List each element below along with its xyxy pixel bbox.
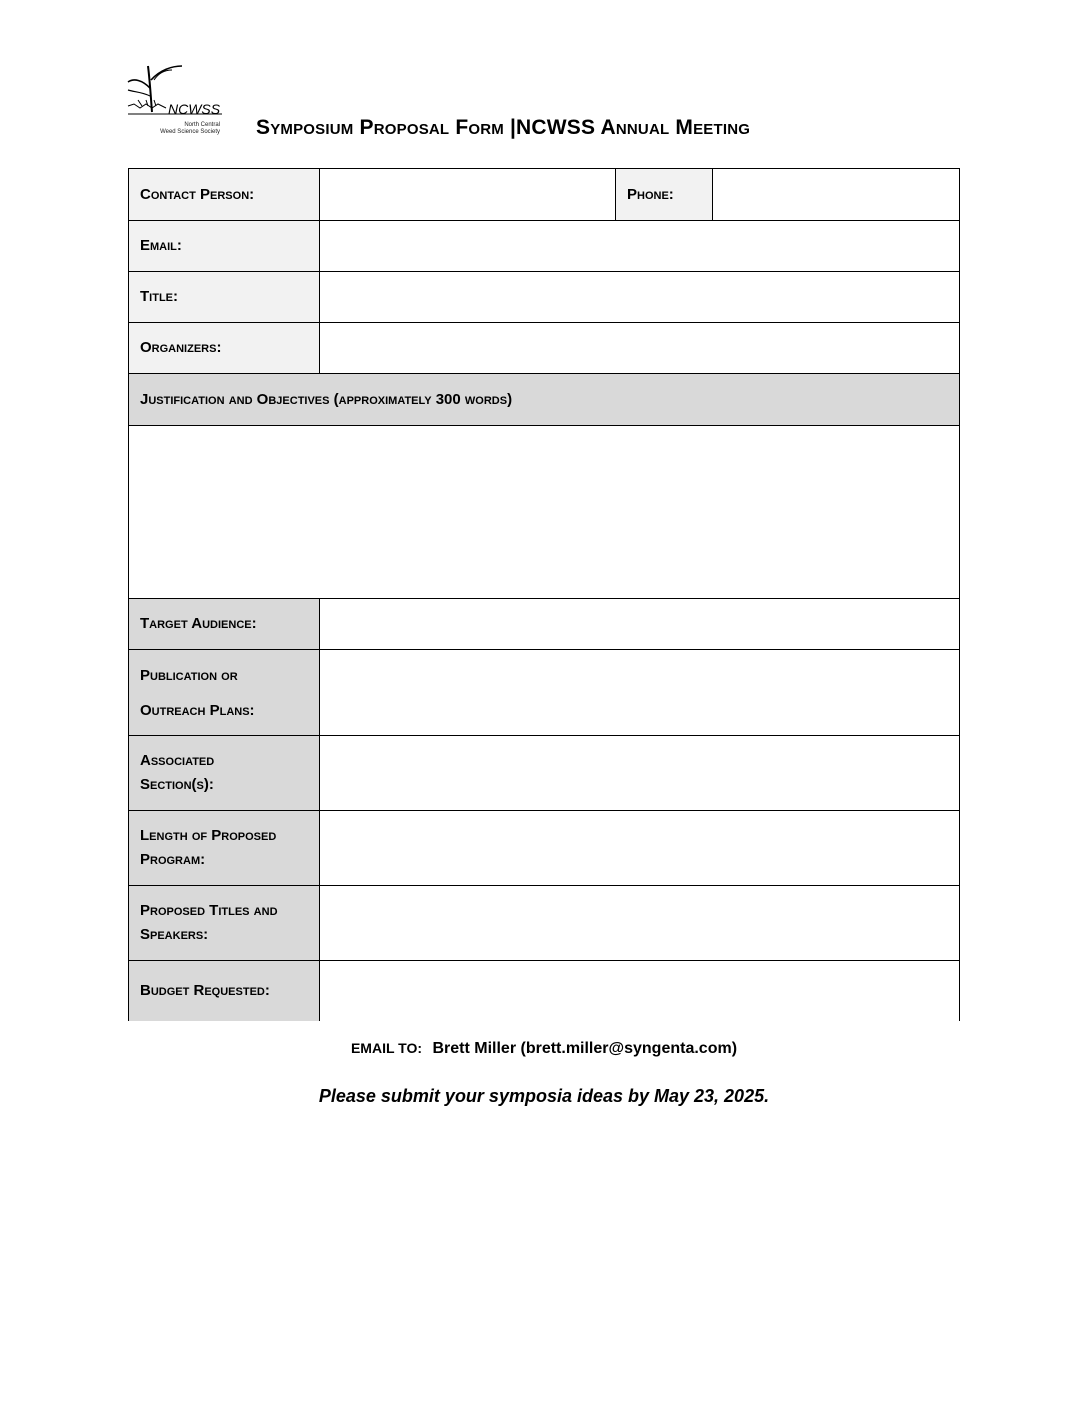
justification-header: Justification and Objectives (approximately 300 words) [128, 374, 960, 426]
submission-deadline-note: Please submit your symposia ideas by May 23, 2025. [318, 1086, 770, 1106]
organizers-field[interactable] [320, 323, 960, 374]
budget-label: Budget Requested: [128, 961, 320, 1021]
titles-speakers-label [128, 886, 320, 961]
publication-label-line2: Outreach Plans: [140, 701, 255, 719]
publication-field[interactable] [320, 650, 960, 736]
associated-sections-field[interactable] [320, 736, 960, 811]
phone-field[interactable] [713, 169, 960, 221]
publication-label-line1: Publication or [140, 666, 238, 684]
logo-name: NCWSS [168, 101, 221, 117]
program-length-field[interactable] [320, 811, 960, 886]
organizers-label: Organizers: [128, 323, 320, 374]
budget-field[interactable] [320, 961, 960, 1021]
length-label-line1: Length of Proposed [140, 827, 277, 844]
logo-sub-line2: Weed Science Society [160, 129, 220, 135]
contact-person-label: Contact Person: [128, 169, 320, 221]
title-label: Title: [128, 272, 320, 323]
associated-sections-label [128, 736, 320, 811]
email-to-prefix: EMAIL TO: [350, 1040, 423, 1056]
associated-label-line1: Associated [140, 752, 215, 769]
target-audience-field[interactable] [320, 599, 960, 650]
footer-email-line [0, 1040, 1088, 1058]
email-contact[interactable]: Brett Miller (brett.miller@syngenta.com) [432, 1040, 738, 1057]
titles-speakers-field[interactable] [320, 886, 960, 961]
phone-label: Phone: [616, 169, 713, 221]
email-label: Email: [128, 221, 320, 272]
speakers-label-line1: Proposed Titles and [140, 902, 278, 919]
associated-label-line2: Section(s): [140, 776, 214, 793]
proposal-form [128, 168, 960, 1021]
program-length-label [128, 811, 320, 886]
logo-subtitle [158, 122, 220, 136]
speakers-label-line2: Speakers: [140, 926, 209, 943]
title-field[interactable] [320, 272, 960, 323]
justification-textarea[interactable] [128, 426, 960, 599]
contact-person-field[interactable] [320, 169, 616, 221]
publication-label [128, 650, 320, 736]
target-audience-label: Target Audience: [128, 599, 320, 650]
email-field[interactable] [320, 221, 960, 272]
logo-sub-line1: North Central [184, 122, 220, 128]
document-title: Symposium Proposal Form |NCWSS Annual Meeting [256, 116, 751, 139]
length-label-line2: Program: [140, 851, 206, 868]
